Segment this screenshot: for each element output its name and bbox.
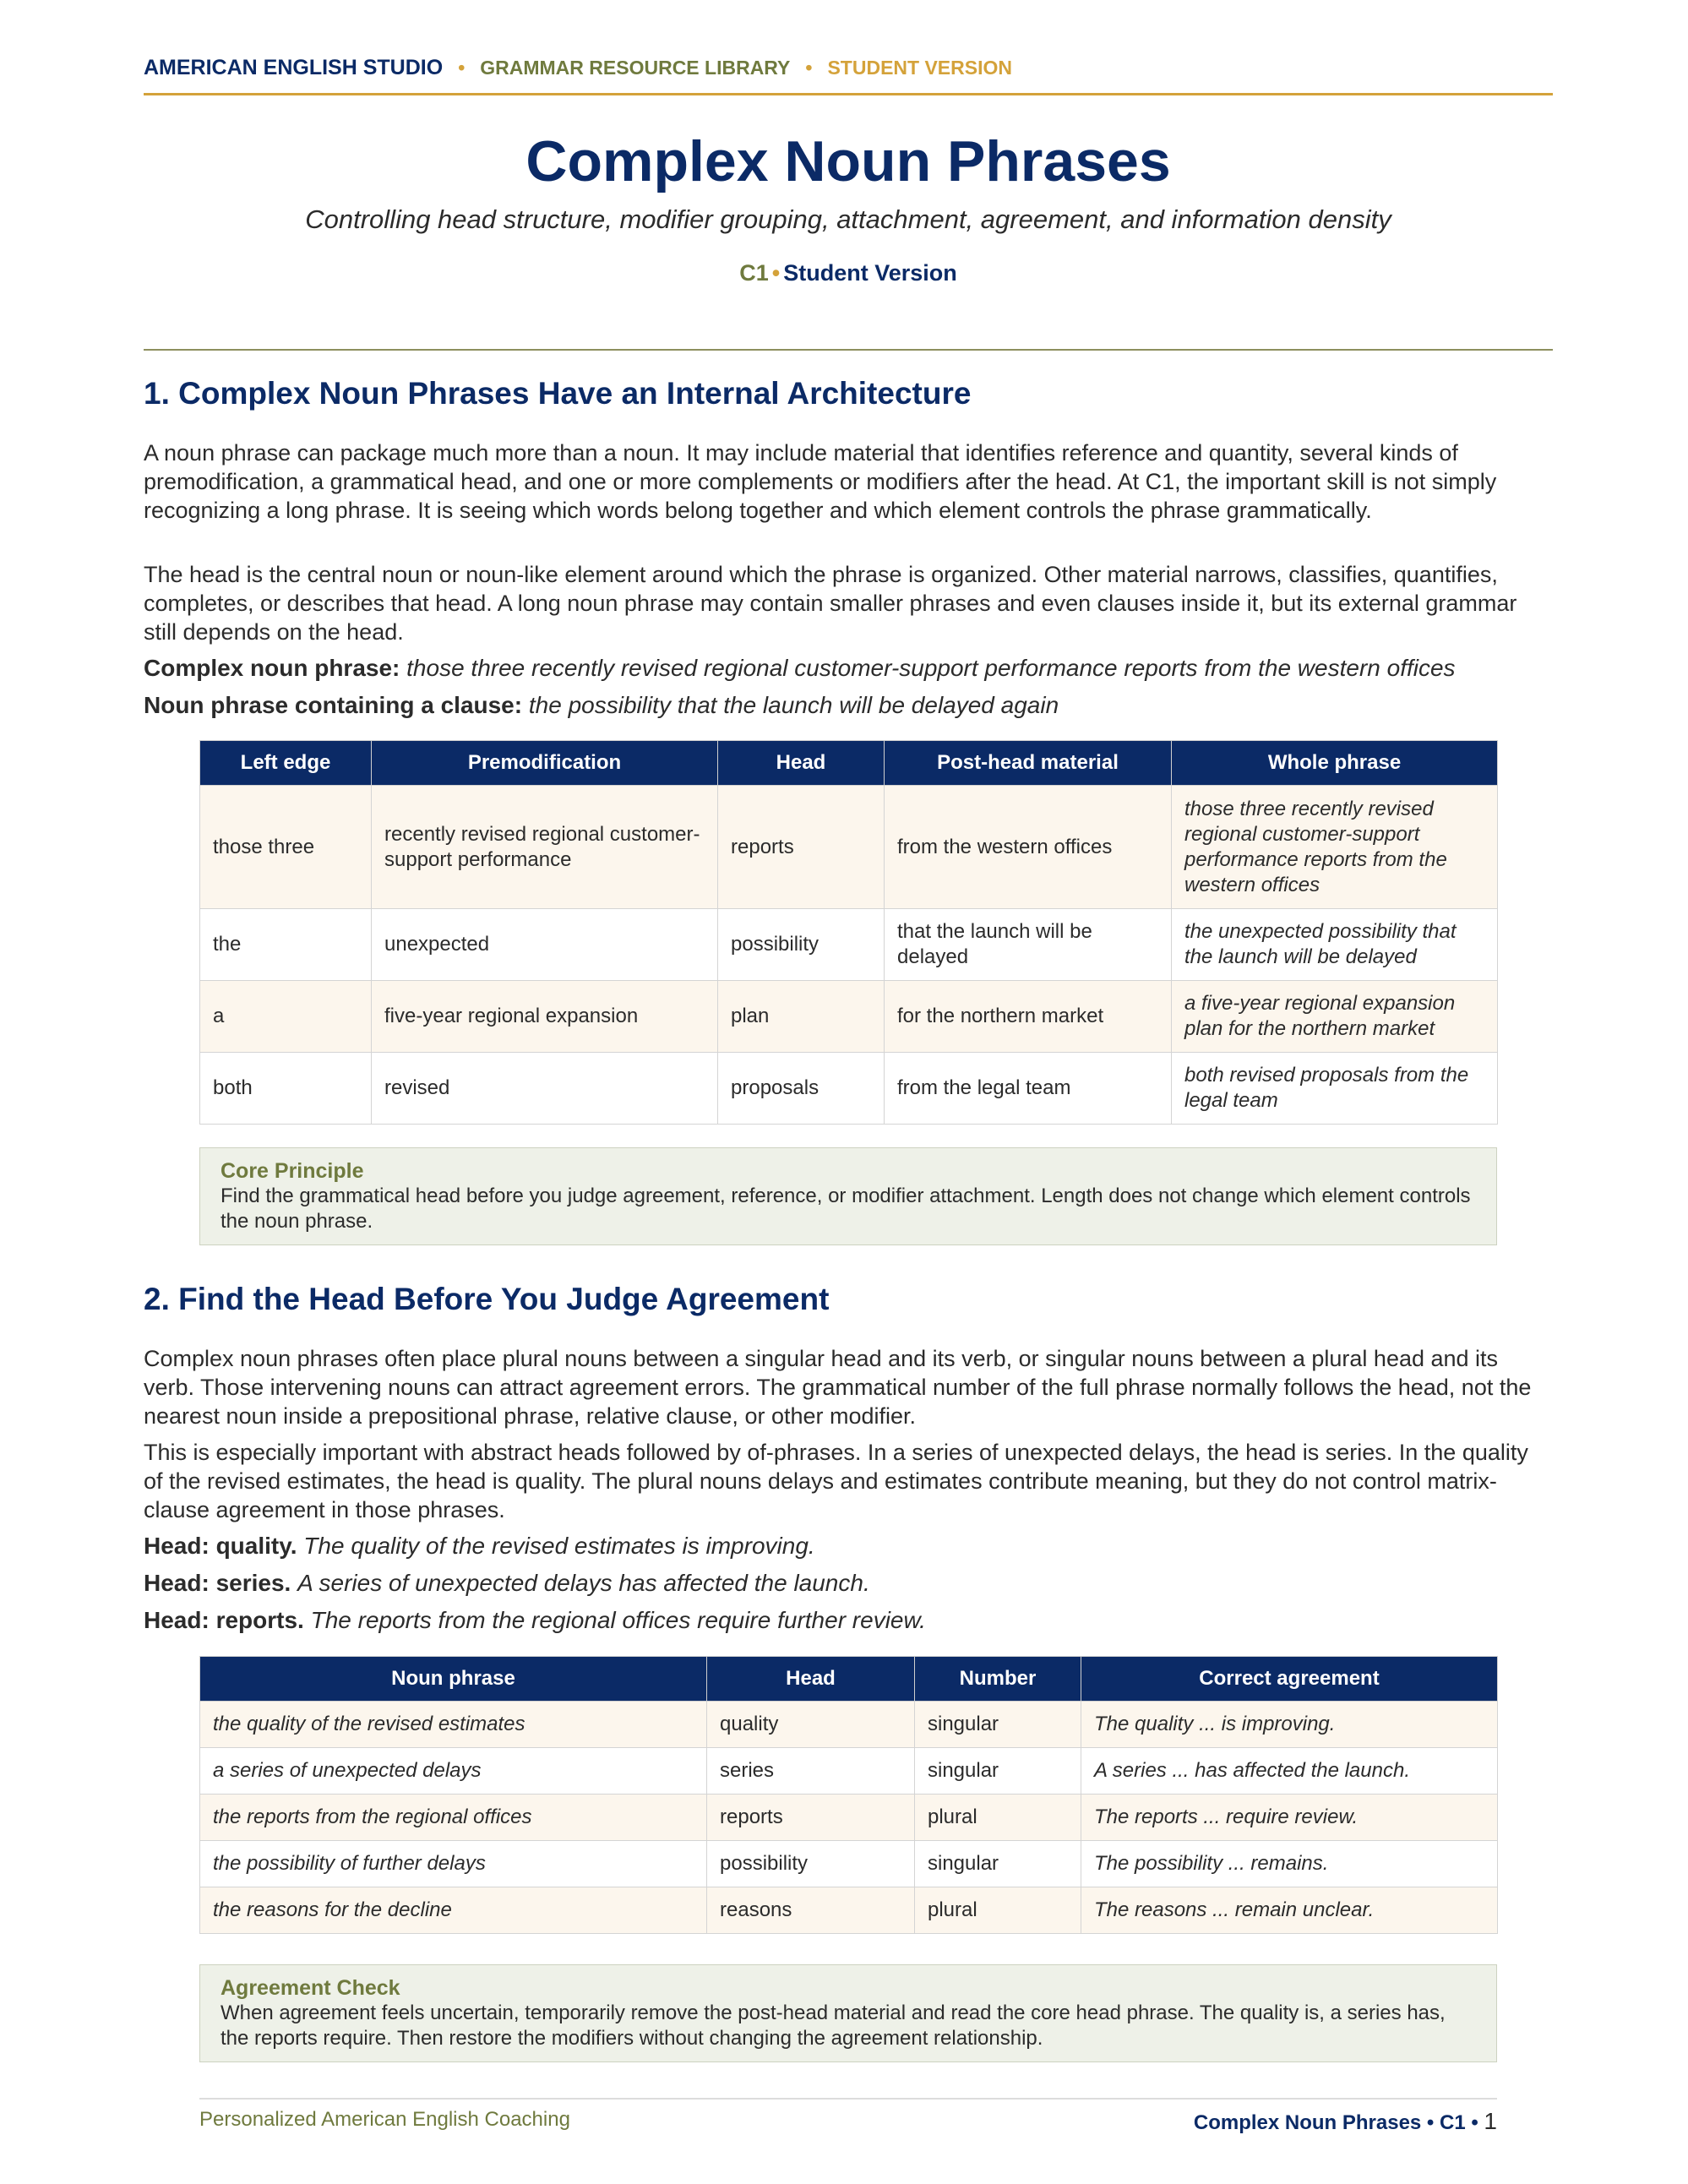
- table-header-row: [200, 741, 1498, 786]
- table-row: [200, 1702, 1498, 1748]
- table-cell: reports: [718, 786, 885, 909]
- table-row: [200, 909, 1498, 981]
- table-header-cell: Head: [718, 741, 885, 786]
- callout-body: When agreement feels uncertain, temporarily remove the post-head material and read the core head phrase. The quality is, a series has, the reports require. Then restore the modifiers without changing the agreement relationship.: [221, 2002, 1446, 2050]
- table-cell: unexpected: [372, 909, 718, 981]
- table-cell: The reports ... require review.: [1081, 1795, 1498, 1841]
- table-cell: the reasons for the decline: [200, 1887, 707, 1934]
- table-cell: for the northern market: [885, 981, 1172, 1053]
- table-cell: those three recently revised regional customer-support performance reports from the western offices: [1172, 786, 1498, 909]
- section-2-heading: 2. Find the Head Before You Judge Agreement: [144, 1282, 830, 1316]
- example-line: [144, 691, 1553, 720]
- table-cell: reports: [707, 1795, 915, 1841]
- table-header-cell: Number: [915, 1657, 1081, 1702]
- level-label: Student Version: [783, 260, 957, 286]
- table-row: [200, 1887, 1498, 1934]
- table-row: [200, 1053, 1498, 1125]
- table-row: [200, 1748, 1498, 1795]
- table-cell: proposals: [718, 1053, 885, 1125]
- example-text: the possibility that the launch will be delayed again: [528, 692, 1059, 718]
- example-line: [144, 1569, 1553, 1598]
- table-header-cell: Head: [707, 1657, 915, 1702]
- table-row: [200, 786, 1498, 909]
- example-line: [144, 1532, 1553, 1560]
- section-1-heading: 1. Complex Noun Phrases Have an Internal Architecture: [144, 376, 972, 411]
- table-cell: A series ... has affected the launch.: [1081, 1748, 1498, 1795]
- example-label: Head: series.: [144, 1570, 291, 1596]
- table-cell: from the western offices: [885, 786, 1172, 909]
- table-cell: five-year regional expansion: [372, 981, 718, 1053]
- table-cell: singular: [915, 1748, 1081, 1795]
- table-cell: a series of unexpected delays: [200, 1748, 707, 1795]
- page-subtitle: Controlling head structure, modifier grouping, attachment, agreement, and information density: [305, 204, 1391, 234]
- table-cell: the possibility of further delays: [200, 1841, 707, 1887]
- table-cell: series: [707, 1748, 915, 1795]
- table-cell: a five-year regional expansion plan for the northern market: [1172, 981, 1498, 1053]
- header-rule: [144, 93, 1553, 95]
- title-rule: [144, 349, 1553, 351]
- table-header-cell: Correct agreement: [1081, 1657, 1498, 1702]
- table-header-cell: Premodification: [372, 741, 718, 786]
- example-label: Complex noun phrase:: [144, 655, 400, 681]
- footer-left: Personalized American English Coaching: [199, 2108, 570, 2131]
- table-header-row: [200, 1657, 1498, 1702]
- table-cell: revised: [372, 1053, 718, 1125]
- footer-rule: [199, 2098, 1497, 2100]
- section-2-paragraph-2: This is especially important with abstract heads followed by of-phrases. In a series of unexpected delays, the head is series. In the quality of the revised estimates, the head is quality. The plural nouns delays and estimates contribute meaning, but they do not control matrix-clause agreement in those phrases.: [144, 1440, 1528, 1522]
- table-cell: that the launch will be delayed: [885, 909, 1172, 981]
- agreement-table: [199, 1656, 1498, 1934]
- level-code: C1: [739, 260, 769, 286]
- callout-title: Core Principle: [221, 1159, 364, 1183]
- core-principle-box: [199, 1147, 1497, 1245]
- table-cell: both revised proposals from the legal team: [1172, 1053, 1498, 1125]
- table-cell: possibility: [718, 909, 885, 981]
- callout-body: Find the grammatical head before you judge agreement, reference, or modifier attachment. Length does not change which element controls the noun phrase.: [221, 1185, 1471, 1233]
- table-cell: possibility: [707, 1841, 915, 1887]
- table-header-cell: Whole phrase: [1172, 741, 1498, 786]
- table-cell: singular: [915, 1841, 1081, 1887]
- level-separator: •: [771, 260, 781, 286]
- page-number: 1: [1484, 2108, 1497, 2134]
- example-label: Head: quality.: [144, 1533, 297, 1559]
- table-cell: the quality of the revised estimates: [200, 1702, 707, 1748]
- table-row: [200, 981, 1498, 1053]
- table-cell: singular: [915, 1702, 1081, 1748]
- header-separator: •: [458, 57, 466, 79]
- section-1-paragraph-2: The head is the central noun or noun-like element around which the phrase is organized. Other material narrows, classifies, quantifies, completes, or describes that head. A long noun phrase may contain smaller phrases and even clauses inside it, but its external grammar still depends on the head.: [144, 562, 1517, 645]
- table-cell: plan: [718, 981, 885, 1053]
- section-2-paragraph-1: Complex noun phrases often place plural nouns between a singular head and its verb, or singular nouns between a plural head and its verb. Those intervening nouns can attract agreement errors. The grammatical number of the full phrase normally follows the head, not the nearest noun inside a prepositional phrase, relative clause, or other modifier.: [144, 1346, 1532, 1429]
- example-text: those three recently revised regional customer-support performance reports from the western offices: [406, 655, 1456, 681]
- table-cell: a: [200, 981, 372, 1053]
- phrase-structure-table: [199, 740, 1498, 1125]
- table-header-cell: Noun phrase: [200, 1657, 707, 1702]
- table-cell: The quality ... is improving.: [1081, 1702, 1498, 1748]
- table-row: [200, 1795, 1498, 1841]
- example-line: [144, 1606, 1553, 1635]
- agreement-check-box: [199, 1964, 1497, 2062]
- section-1-paragraph-1: A noun phrase can package much more than a noun. It may include material that identifies reference and quantity, several kinds of premodification, a grammatical head, and one or more complements or modifiers after the head. At C1, the important skill is not simply recognizing a long phrase. It is seeing which words belong together and which element controls the phrase grammatically.: [144, 440, 1497, 523]
- table-cell: recently revised regional customer-support performance: [372, 786, 718, 909]
- table-cell: plural: [915, 1887, 1081, 1934]
- table-cell: both: [200, 1053, 372, 1125]
- table-cell: from the legal team: [885, 1053, 1172, 1125]
- footer-title: Complex Noun Phrases • C1 •: [1193, 2111, 1478, 2134]
- table-row: [200, 1841, 1498, 1887]
- library-name: GRAMMAR RESOURCE LIBRARY: [480, 57, 791, 79]
- table-cell: reasons: [707, 1887, 915, 1934]
- example-text: The quality of the revised estimates is improving.: [303, 1533, 815, 1559]
- example-text: The reports from the regional offices require further review.: [310, 1607, 926, 1633]
- page-title: Complex Noun Phrases: [525, 129, 1171, 193]
- table-cell: the reports from the regional offices: [200, 1795, 707, 1841]
- example-label: Noun phrase containing a clause:: [144, 692, 523, 718]
- header-separator: •: [805, 57, 813, 79]
- callout-title: Agreement Check: [221, 1976, 400, 2000]
- example-label: Head: reports.: [144, 1607, 304, 1633]
- header-bar: [144, 56, 1553, 80]
- table-cell: the unexpected possibility that the launch will be delayed: [1172, 909, 1498, 981]
- table-cell: the: [200, 909, 372, 981]
- table-cell: quality: [707, 1702, 915, 1748]
- footer-right: [1194, 2108, 1497, 2135]
- example-line: [144, 654, 1553, 683]
- brand-name: AMERICAN ENGLISH STUDIO: [144, 56, 444, 79]
- level-line: [144, 260, 1553, 286]
- table-cell: The reasons ... remain unclear.: [1081, 1887, 1498, 1934]
- example-text: A series of unexpected delays has affected the launch.: [297, 1570, 870, 1596]
- table-header-cell: Left edge: [200, 741, 372, 786]
- version-label: STUDENT VERSION: [827, 57, 1012, 79]
- table-cell: plural: [915, 1795, 1081, 1841]
- table-header-cell: Post-head material: [885, 741, 1172, 786]
- table-cell: The possibility ... remains.: [1081, 1841, 1498, 1887]
- table-cell: those three: [200, 786, 372, 909]
